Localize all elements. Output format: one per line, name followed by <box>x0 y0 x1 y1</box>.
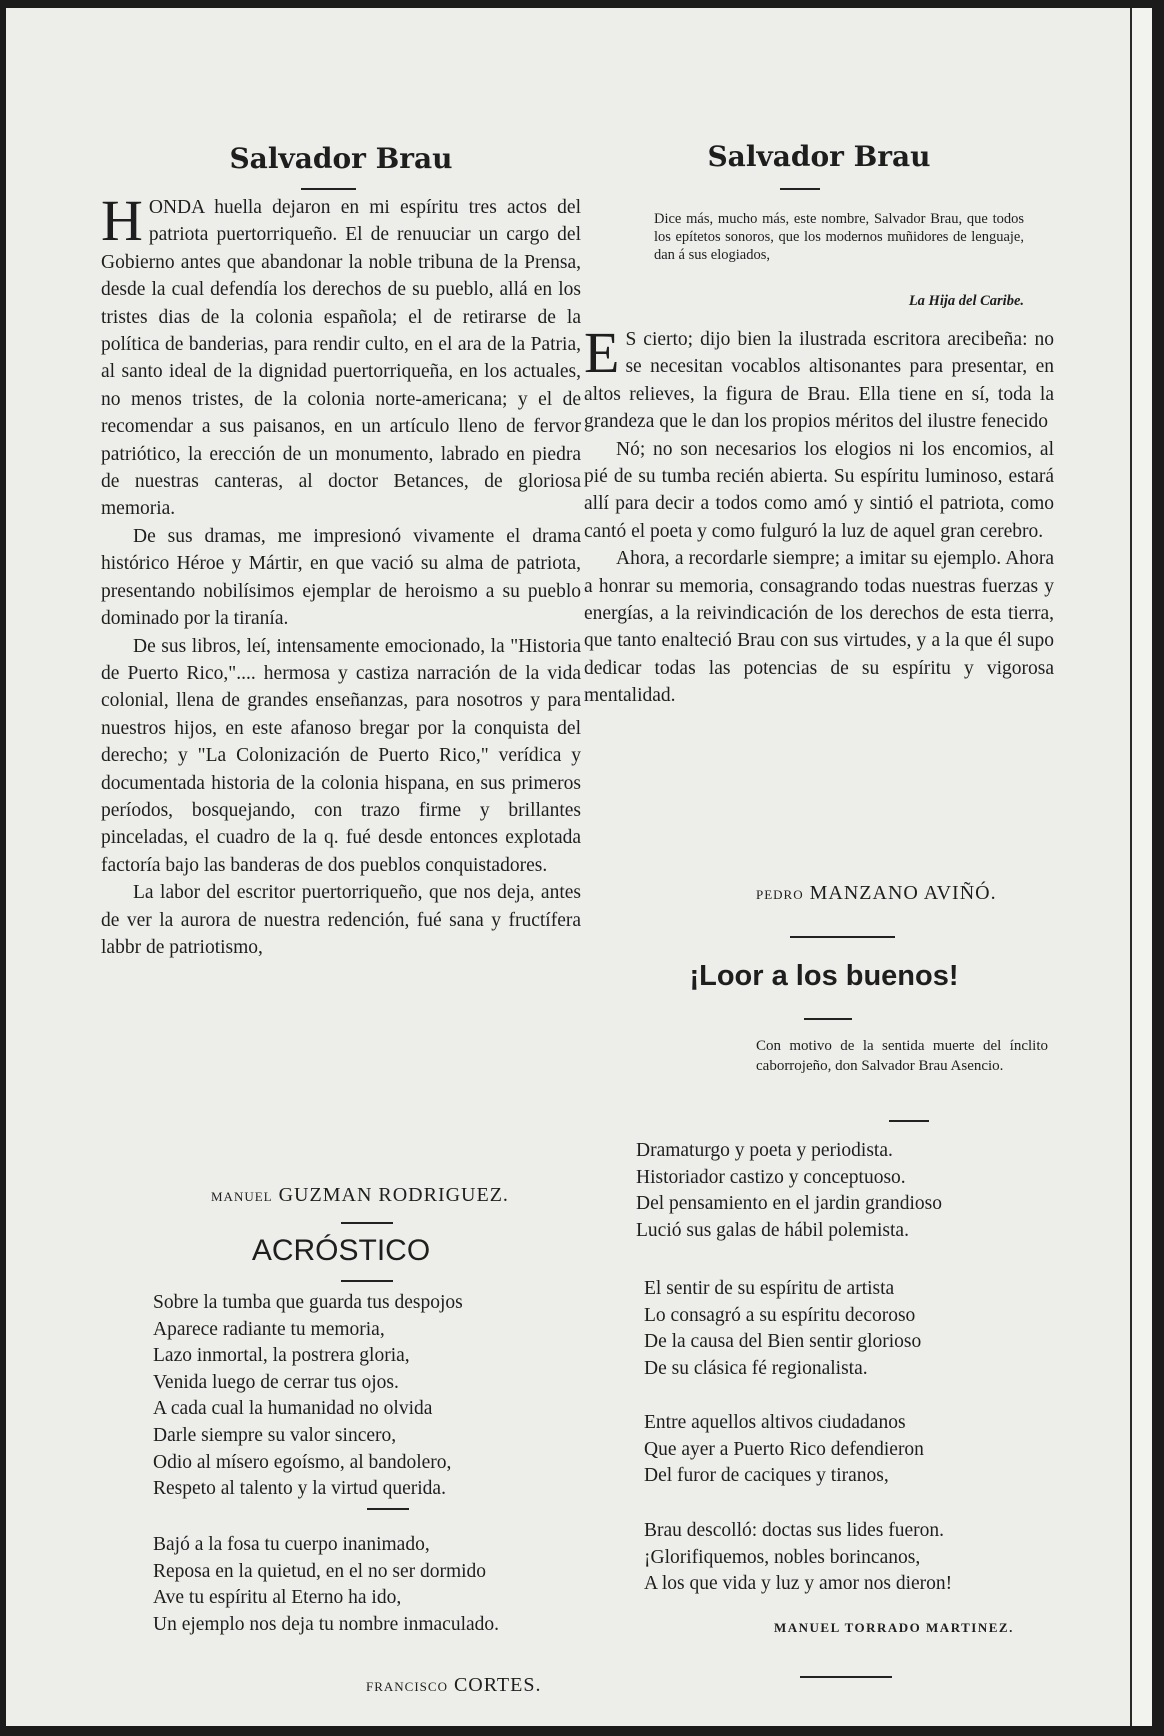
drop-cap: H <box>101 188 143 253</box>
verse-line: Entre aquellos altivos ciudadanos <box>644 1412 906 1433</box>
left-paragraph: La labor del escritor puertorriqueño, que nos deja, antes de ver la aurora de nuestra redención, fué sana y fructífera labbr de patriotismo, <box>101 882 581 958</box>
verse-line: Lució sus galas de hábil polemista. <box>636 1219 909 1241</box>
page-edge <box>1130 8 1152 1726</box>
verse-line: ¡Glorifiquemos, nobles borincanos, <box>644 1546 921 1568</box>
loor-signature: MANUEL TORRADO MARTINEZ. <box>774 1620 1014 1635</box>
right-paragraph: Nó; no son necesarios los elogios ni los encomios, al pié de su tumba recién abierta. Su espíritu luminoso, estará allí para decir a todos como amó y sintió el patriota, como cantó el poeta y como fulguró la luz de aquel gran cerebro. <box>584 438 1054 542</box>
verse-line: Dramaturgo y poeta y periodista. <box>636 1140 893 1161</box>
verse-line: A cada cual la humanidad no olvida <box>153 1398 433 1420</box>
loor-note: Con motivo de la sentida muerte del ínclito caborrojeño, don Salvador Brau Asencio. <box>756 1038 1048 1074</box>
sonnet-stanza <box>644 1276 921 1382</box>
stanza-rule <box>367 1508 409 1510</box>
verse-line: A los que vida y luz y amor nos dieron! <box>644 1573 953 1595</box>
verse-line: Lazo inmortal, la postrera gloria, <box>153 1345 410 1367</box>
left-paragraph: De sus dramas, me impresionó vivamente el drama histórico Héroe y Mártir, en que vació su alma de patriota, presentando nobilísimos ejemplar de heroismo a su pueblo dominado por la tiranía. <box>101 525 581 630</box>
title-rule <box>804 1018 852 1020</box>
acrostic-title: ACRÓSTICO <box>251 1234 431 1267</box>
epigraph: Dice más, mucho más, este nombre, Salvador Brau, que todos los epítetos sonoros, que los modernos muñidores de lenguaje, dan á sus elogiados, <box>654 211 1024 264</box>
section-rule <box>341 1222 393 1224</box>
verse-line: Lo consagró a su espíritu decoroso <box>644 1304 916 1326</box>
verse-line: Del furor de caciques y tiranos, <box>644 1465 889 1487</box>
right-article-title: Salvador Brau <box>707 140 931 173</box>
acrostic-signature: FRANCISCO CORTES. <box>366 1674 542 1696</box>
left-paragraph: HONDA huella dejaron en mi espíritu tres actos del patriota puertorriqueño. El de renuuciar un cargo del Gobierno antes que abandonar la noble tribuna de la Prensa, desde la cual defendía los derechos de su pueblo, allá en los tristes dias de la colonia española; el de retirarse de la política de banderias, para rendir culto, en el ara de la Patria, al santo ideal de la dignidad puertorriqueña, en los actuales, no menos tristes, de la colonia norte-americana; y el de recomendar a sus paisanos, en un artículo lleno de fervor patriótico, la erección de un monumento, labrado en piedra de nuestras canteras, al doctor Betances, de gloriosa memoria. <box>101 188 581 520</box>
verse-line: Aparece radiante tu memoria, <box>153 1318 385 1340</box>
verse-line: Que ayer a Puerto Rico defendieron <box>644 1438 924 1460</box>
left-paragraph: De sus libros, leí, intensamente emocionado, la "Historia de Puerto Rico,".... hermosa y castiza narración de la vida colonial, llena de grandes enseñanzas, para nosotros y para nuestros hijos, en este afanoso bregar por la conquista del derecho; y "La Colonización de Puerto Rico," verídica y documentada historia de la colonia hispana, en sus primeros períodos, bosquejando, con trazo firme y brillantes pinceladas, el cuadro de la q. fué desde entonces explotada factoría bajo las banderas de dos pueblos conquistadores. <box>101 635 581 876</box>
stanza-rule <box>889 1120 929 1122</box>
title-rule <box>780 188 820 190</box>
verse-line: Brau descolló: doctas sus lides fueron. <box>644 1520 945 1541</box>
verse-line: Sobre la tumba que guarda tus despojos <box>153 1292 463 1313</box>
title-rule <box>341 1280 393 1282</box>
end-rule <box>800 1676 892 1678</box>
verse-line: De la causa del Bien sentir glorioso <box>644 1331 922 1353</box>
verse-line: Del pensamiento en el jardin grandioso <box>636 1193 942 1215</box>
left-article-body <box>101 188 581 961</box>
verse-line: Historiador castizo y conceptuoso. <box>636 1166 906 1188</box>
sonnet-stanza <box>644 1518 952 1598</box>
left-article-title: Salvador Brau <box>229 142 453 175</box>
title-rule <box>301 188 356 190</box>
epigraph-source: La Hija del Caribe. <box>908 293 1024 309</box>
sonnet-stanza <box>636 1138 942 1244</box>
verse-line: Un ejemplo nos deja tu nombre inmaculado. <box>153 1613 500 1635</box>
verse-line: Reposa en la quietud, en el no ser dormido <box>153 1560 487 1582</box>
left-article-signature: MANUEL GUZMAN RODRIGUEZ. <box>211 1184 509 1206</box>
verse-line: El sentir de su espíritu de artista <box>644 1278 895 1299</box>
verse-line: Darle siempre su valor sincero, <box>153 1424 397 1446</box>
section-rule <box>790 936 895 938</box>
right-article-body <box>584 320 1054 710</box>
drop-cap: E <box>584 320 620 385</box>
right-paragraph: E S cierto; dijo bien la ilustrada escritora arecibeña: no se necesitan vocablos altisonantes para presentar, en altos relieves, la figura de Brau. Ella tiene en sí, toda la grandeza que le dan los propios méritos del ilustre fenecido <box>584 320 1054 433</box>
acrostic-stanza <box>153 1532 499 1638</box>
verse-line: Venida luego de cerrar tus ojos. <box>153 1371 399 1393</box>
verse-line: De su clásica fé regionalista. <box>644 1357 868 1379</box>
sonnet-stanza <box>644 1410 924 1490</box>
verse-line: Odio al mísero egoísmo, al bandolero, <box>153 1451 452 1473</box>
verse-line: Bajó a la fosa tu cuerpo inanimado, <box>153 1534 430 1555</box>
loor-title: ¡Loor a los buenos! <box>689 960 959 992</box>
verse-line: Respeto al talento y la virtud querida. <box>153 1478 446 1500</box>
newspaper-page <box>6 8 1130 1726</box>
acrostic-stanza <box>153 1290 463 1503</box>
right-paragraph: Ahora, a recordarle siempre; a imitar su ejemplo. Ahora a honrar su memoria, consagrando todas nuestras fuerzas y energías, a la reivindicación de los derechos de esta tierra, que tanto enalteció Brau con sus virtudes, y a la que él supo dedicar todas las potencias de su espíritu y vigorosa mentalidad. <box>584 548 1054 707</box>
right-article-signature: PEDRO MANZANO AVIÑÓ. <box>756 882 997 904</box>
verse-line: Ave tu espíritu al Eterno ha ido, <box>153 1587 402 1609</box>
